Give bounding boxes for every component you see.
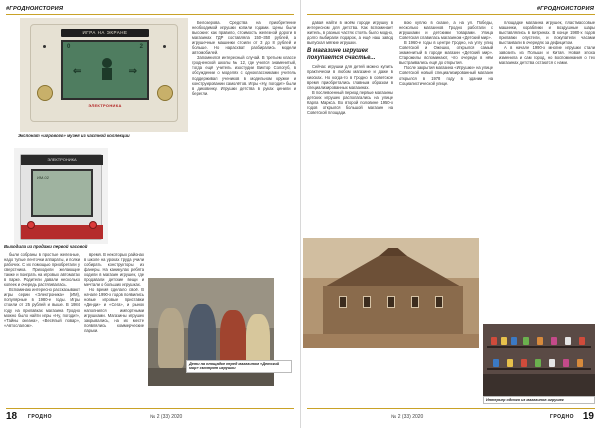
paragraph: В послевоенный период первые магазины детских игрушек располагались на улице Карла Маркса. Во второй половине 1950-х годов открылся большой магазин на Советской площади.	[307, 89, 393, 115]
toy	[521, 359, 527, 367]
shelf	[487, 368, 591, 370]
caption-elec: Выходила из продажи первой часовой	[4, 244, 88, 249]
left-column-bottom-1	[4, 252, 80, 404]
photo-old-building	[303, 238, 479, 348]
newspaper-name-left: ГРОДНО	[28, 414, 52, 420]
elec-screen	[31, 169, 93, 217]
elec-device	[20, 154, 102, 240]
screen-arrow-left: ⇐	[73, 66, 82, 77]
left-column-bottom-2	[84, 252, 144, 404]
game-brand-label: ЭЛЕКТРОНИКА	[88, 103, 122, 108]
paragraph: После закрытия магазина «Игрушки» на улице Советской новый специализированный магазин открылся в 1978 году в здании на Социалистической улице.	[399, 65, 493, 86]
issue-left: № 2 (33) 2020	[150, 414, 183, 420]
elec-button-icon	[89, 221, 97, 229]
elec-label: ЭЛЕКТРОНИКА	[21, 155, 103, 165]
screen-score-right: 2	[139, 44, 143, 50]
window	[435, 296, 443, 308]
screen-score-left: 0	[67, 44, 71, 50]
screen-arrow-right: ⇒	[128, 66, 137, 77]
paragraph: Белозерова. Средства на приобретение необходимой игрушки копили годами. Цены были высокие: как правило, стоимость железной дороги в магазинах ГДР составляла 150–350 рублей, а игрушечные машинки стоили от 3 до 8 рублей и больше. Но нарасхват разбирались модели автомобилей.	[192, 20, 296, 56]
child-figure	[158, 308, 184, 368]
toy	[491, 337, 497, 345]
paragraph: были собраны в простые железные, надо тупые ленточки аппараты, и полки рабочих. С их помощью приобретали у сверстника. Приходили желающие также и поиграть на игровых автоматах в парке. Родители давали несколько копеек и очередь растягивалась.	[4, 252, 80, 288]
game-button-left-icon	[37, 85, 53, 101]
paragraph: время. В некоторых районах в школе на уроках труда учили собирать конструкторы из фанеры. На каникулах ребята ходили в магазин игрушек, где продавали детские вещи и мечтали о больших игрушках.	[84, 252, 144, 288]
elec-screen-text: ИМ-02	[37, 175, 49, 180]
elec-button-icon	[27, 221, 35, 229]
toy	[579, 337, 585, 345]
rubric-left: #ГРОДНОИСТОРИЯ	[6, 6, 64, 12]
caption-game: Экспонат «игрового» музея из частной коллекции	[18, 133, 130, 138]
toy	[523, 337, 529, 345]
paragraph: площадке магазина игрушек, пластмассовые машинки, кораблики и воздушные шары выставлялись в витринах. В конце 1980-х годов прилавки опустели, и покупатели часами выстаивали в очередях за дефицитом.	[499, 20, 595, 46]
window	[387, 296, 395, 308]
toy	[511, 337, 517, 345]
toy	[549, 359, 555, 367]
photo-lcd-game	[20, 18, 188, 132]
toy	[551, 337, 557, 345]
paragraph: Но время сделало своё. В начале 1990-х годов появились новые игровые приставки «Денди» и «Сега», и рынок наполнился импортными игрушками. Магазины игрушек закрывались, на их месте появлялись коммерческие ларьки.	[84, 287, 144, 333]
game-header-label: ИГРА НА ЭКРАНЕ	[61, 29, 149, 37]
toy	[537, 337, 543, 345]
paragraph: В 1960-е годы в центре Гродно, на углу улиц Советской и Ожешко, открылся самый знаменитый в городе магазин «Детский мир». Старожилы вспоминают, что очереди в нём выстраивались ещё до открытия.	[399, 40, 493, 66]
toy	[577, 359, 583, 367]
toy	[501, 337, 507, 345]
issue-right: № 2 (33) 2020	[391, 414, 424, 420]
window	[411, 296, 419, 308]
footer-divider	[6, 408, 294, 409]
rubric-right: #ГРОДНОИСТОРИЯ	[536, 6, 594, 12]
caption-kids: Дети на площадке перед магазином «Детский мир» смотрят игрушки	[186, 360, 292, 373]
right-column-1	[307, 20, 393, 236]
shelf	[487, 346, 591, 348]
photo-toy-store	[483, 324, 595, 396]
rubric-divider	[307, 14, 595, 15]
newspaper-name-right: ГРОДНО	[550, 414, 574, 420]
caption-store: Интерьер одного из магазинов игрушек	[483, 396, 595, 404]
toy	[563, 359, 569, 367]
left-column-top	[192, 20, 296, 238]
footer-divider	[307, 408, 595, 409]
right-page	[300, 0, 600, 428]
toy	[507, 359, 513, 367]
game-dot-icon	[163, 45, 166, 48]
counter	[483, 374, 595, 396]
toy	[535, 359, 541, 367]
paragraph: Вспоминаю интересно рассказывают игры серии «Электроника» (ИМ), популярные в 1980-е годы. Игры стоили от 25 рублей и выше. В 1984 году на прилавках магазина Гродно можно было найти игры «Ну, погоди!», «Тайны океана», «Весёлый повар», «Автослалом».	[4, 287, 80, 328]
game-device	[30, 24, 178, 122]
toy	[565, 337, 571, 345]
right-column-3	[499, 20, 595, 320]
photo-elektronika-game	[14, 148, 108, 244]
window	[363, 296, 371, 308]
paragraph: давая найти в моём городе игрушку в интересном для детства. Как вспоминает житель, в разных частях стоять было модно, долго выбирали подарок, а ещё наш завод выпускал мягкие игрушки.	[307, 20, 393, 46]
rubric-divider	[6, 14, 294, 15]
paragraph: А в начале 1990-х многие игрушки стали завозить из Польши и Китая. Новая эпоха изменила и сам город, но воспоминания о тех магазинах детства остаются с нами.	[499, 45, 595, 66]
page-number-right: 19	[582, 411, 594, 422]
game-lcd-screen	[61, 40, 149, 100]
screen-figure-icon	[93, 56, 121, 84]
paragraph: Запомнился интересный случай. В третьем классе гродненской школы № 12, где учился знаменитый, тогда ещё учитель изостудии Виктор Сологуб, в обсуждении о моделях с одноклассниками учитель поддерживал учеников в модельном кружке и конструировании самолётов. Игры «Ну, погоди!» были в диковинку. Игрушки детства в руках ценили и берегли.	[192, 55, 296, 96]
page-number-left: 18	[6, 411, 18, 422]
game-dot-icon	[43, 45, 46, 48]
game-button-right-icon	[157, 85, 173, 101]
subhead: В магазине игрушек покупается счастье...	[307, 48, 376, 61]
window	[339, 296, 347, 308]
paragraph: Сейчас игрушки для детей можно купить практически в любом магазине и даже в киосках. Но когда-то в Гродно в советское время приобретались главным образом в специализированных магазинах.	[307, 64, 393, 90]
paragraph: вою куплю в сказке, а на ул. Победы, несколько магазинов Гродно работали с игрушками и детскими товарами. Улица Советская славилась магазином «Детский мир».	[399, 20, 493, 41]
street	[303, 334, 479, 348]
roof-icon	[323, 248, 463, 288]
toy	[493, 359, 499, 367]
